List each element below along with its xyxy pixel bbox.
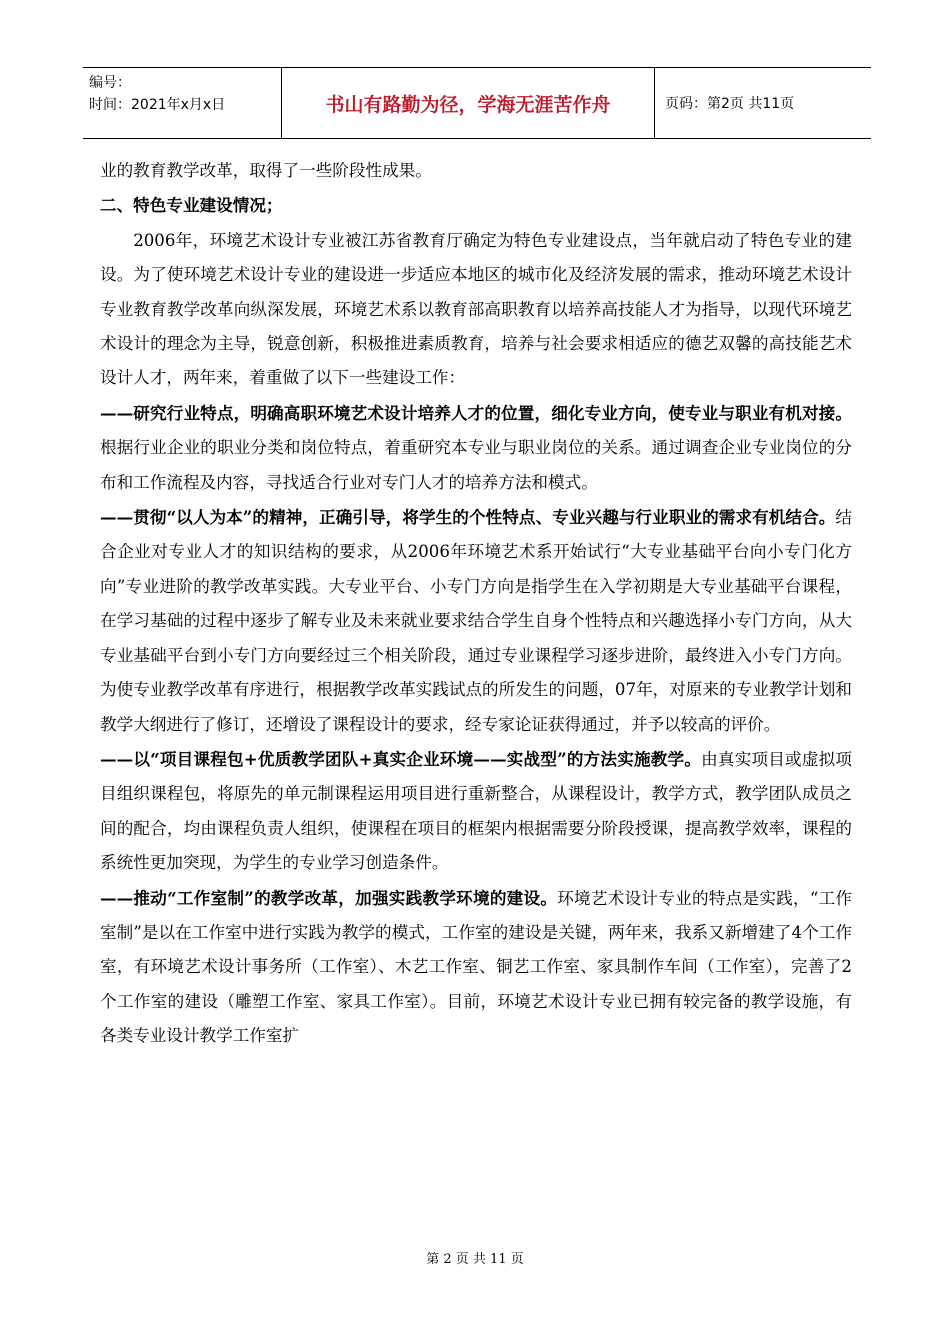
item-1-heading: ——研究行业特点，明确高职环境艺术设计培养人才的位置，细化专业方向，使专业与职业有机对接。: [100, 402, 852, 423]
item-1-text: 根据行业企业的职业分类和岗位特点，着重研究本专业与职业岗位的关系。通过调查企业专业岗位的分布和工作流程及内容，寻找适合行业对专门人才的培养方法和模式。: [100, 438, 852, 492]
header-motto: 书山有路勤为径，学海无涯苦作舟: [282, 68, 655, 138]
item-4-text: 环境艺术设计专业的特点是实践，“工作室制”是以在工作室中进行实践为教学的模式，工作室的建设是关键，两年来，我系又新增建了4个工作室，有环境艺术设计事务所（工作室）、木艺工作室、铜艺工作室、家具制作车间（工作室），完善了2个工作室的建设（雕塑工作室、家具工作室）。目前，环境艺术设计专业已拥有较完备的教学设施，有各类专业设计教学工作室扩: [100, 888, 853, 1046]
number-label: 编号：: [89, 75, 131, 91]
time-label: 时间：2021年x月x日: [89, 97, 226, 113]
header-page-label: 页码：第2页 共11页: [665, 96, 795, 112]
page-header: [83, 67, 871, 139]
paragraph-continued: 业的教育教学改革，取得了一些阶段性成果。: [100, 161, 432, 180]
item-4-heading: ——推动“工作室制”的教学改革，加强实践教学环境的建设。: [100, 887, 558, 908]
item-2-heading: ——贯彻“以人为本”的精神，正确引导，将学生的个性特点、专业兴趣与行业职业的需求有机结合。: [100, 507, 836, 528]
paragraph-item-2: [100, 500, 852, 742]
item-3-text: 由真实项目或虚拟项目组织课程包，将原先的单元制课程运用项目进行重新整合，从课程设计，教学方式，教学团队成员之间的配合，均由课程负责人组织，使课程在项目的框架内根据需要分阶段授课，提高教学效率，课程的系统性更加突现，为学生的专业学习创造条件。: [100, 749, 853, 873]
paragraph-item-4: [100, 881, 852, 1054]
paragraph-item-1: [100, 396, 852, 500]
section-heading: 二、特色专业建设情况；: [100, 195, 283, 216]
paragraph-item-3: [100, 742, 852, 881]
paragraph-intro: 2006年，环境艺术设计专业被江苏省教育厅确定为特色专业建设点，当年就启动了特色专业的建设。为了使环境艺术设计专业的建设进一步适应本地区的城市化及经济发展的需求，推动环境艺术设计专业教育教学改革向纵深发展，环境艺术系以教育部高职教育以培养高技能人才为指导，以现代环境艺术设计的理念为主导，锐意创新，积极推进素质教育，培养与社会要求相适应的德艺双馨的高技能艺术设计人才，两年来，着重做了以下一些建设工作：: [100, 230, 852, 388]
item-2-text: 结合企业对专业人才的知识结构的要求，从2006年环境艺术系开始试行“大专业基础平台向小专门化方向”专业进阶的教学改革实践。大专业平台、小专门方向是指学生在入学初期是大专业基础平台课程，在学习基础的过程中逐步了解专业及未来就业要求结合学生自身个性特点和兴趣选择小专门方向，从大专业基础平台到小专门方向要经过三个相关阶段，通过专业课程学习逐步进阶，最终进入小专门方向。为使专业教学改革有序进行，根据教学改革实践试点的所发生的问题，07年，对原来的专业教学计划和教学大纲进行了修订，还增设了课程设计的要求，经专家论证获得通过，并予以较高的评价。: [100, 508, 852, 734]
item-3-heading: ——以“项目课程包+优质教学团队+真实企业环境——实战型”的方法实施教学。: [100, 748, 702, 769]
header-meta-cell: [83, 68, 282, 138]
document-body: [100, 154, 852, 1054]
page-footer: 第 2 页 共 11 页: [426, 1252, 524, 1267]
